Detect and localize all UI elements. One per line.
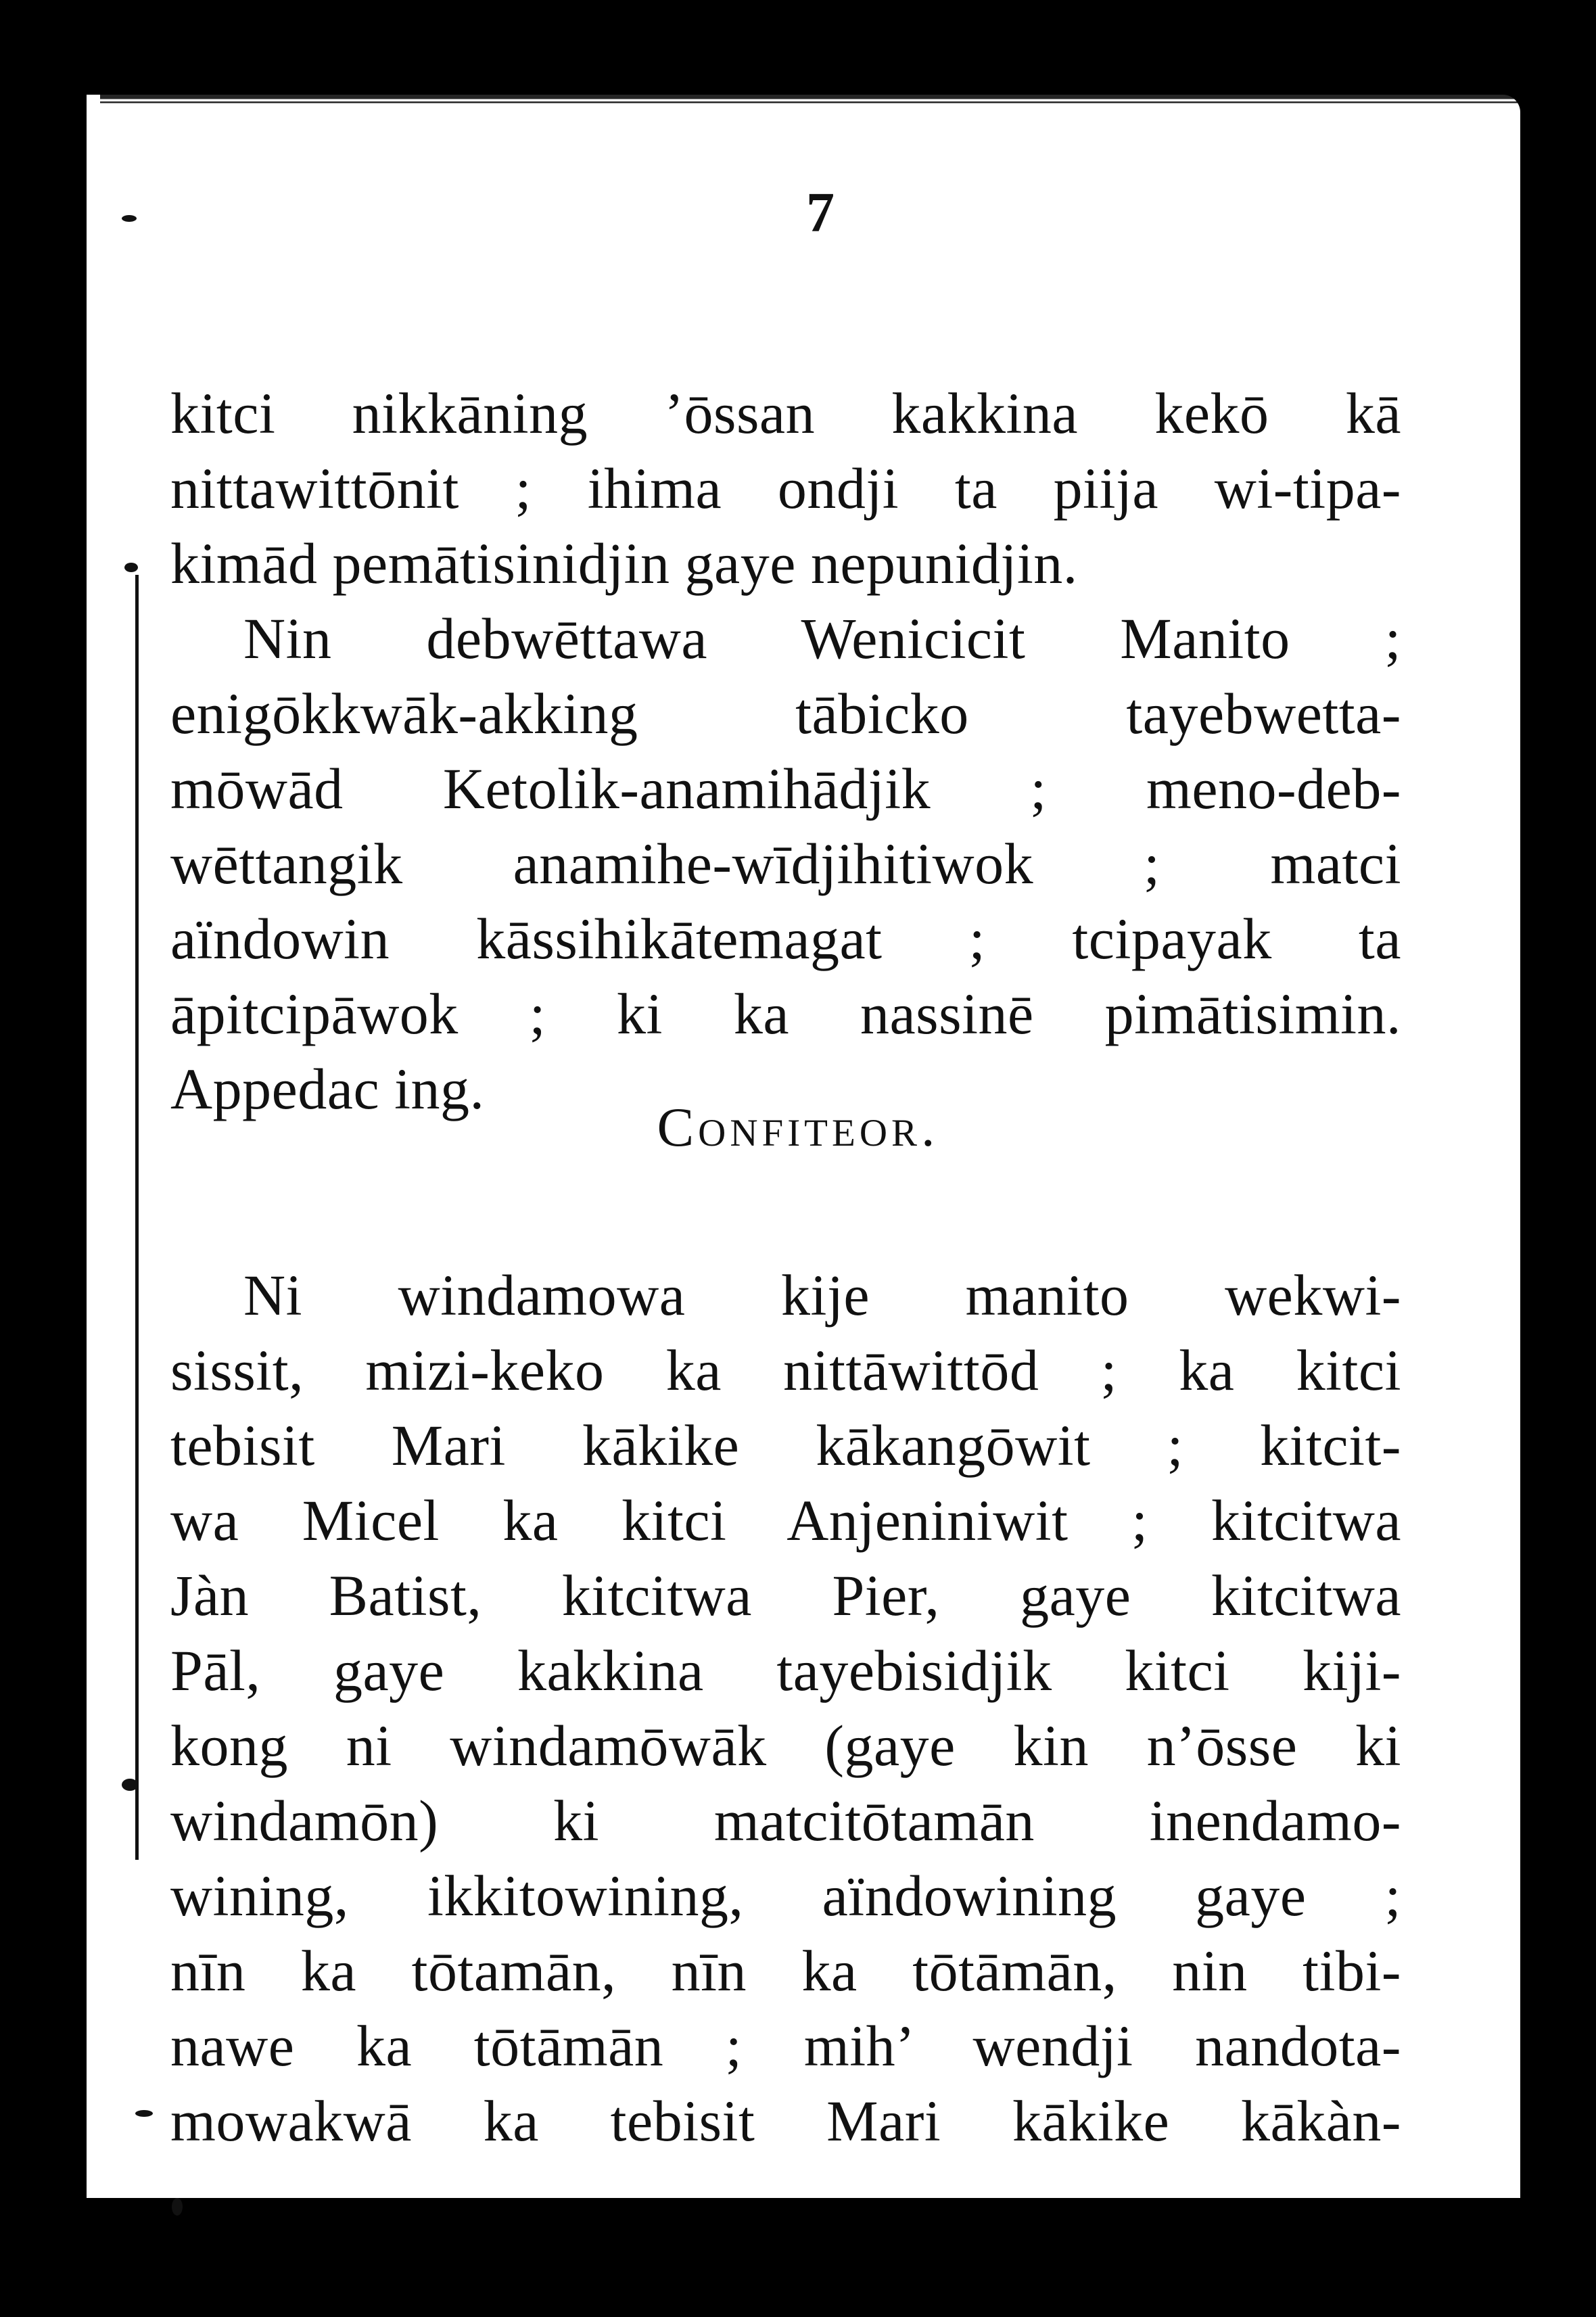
text-line: āpitcipāwok ; ki ka nassinē pimātisimin. xyxy=(170,981,1401,1046)
scan-speck xyxy=(124,563,138,572)
page-left-edge-shadow xyxy=(135,575,139,1860)
text-line: wēttangik anamihe-wīdjihitiwok ; matci xyxy=(170,831,1401,896)
text-line: sissit, mizi-keko ka nittāwittōd ; ka kitci xyxy=(170,1338,1401,1403)
text-line: tebisit Mari kākike kākangōwit ; kitcit- xyxy=(170,1413,1401,1478)
text-line: nittawittōnit ; ihima ondji ta piija wi-tipa- xyxy=(170,456,1401,521)
paragraph-continuation xyxy=(170,376,1401,601)
scan-speck xyxy=(172,2198,183,2216)
text-line: kitci nikkāning ’ōssan kakkina kekō kā xyxy=(170,381,1401,446)
text-line: Ni windamowa kije manito wekwi- xyxy=(243,1263,1401,1328)
text-line: Jàn Batist, kitcitwa Pier, gaye kitcitwa xyxy=(170,1563,1401,1628)
text-line: kimād pemātisinidjin gaye nepunidjin. xyxy=(170,531,1078,596)
text-line: Nin debwēttawa Wenicicit Manito ; xyxy=(243,606,1401,671)
page-top-edge xyxy=(100,95,1520,107)
text-line: Pāl, gaye kakkina tayebisidjik kitci kiji- xyxy=(170,1638,1401,1703)
scan-speck xyxy=(122,215,137,222)
text-line: Appedac ing. xyxy=(170,1056,485,1121)
text-line: windamōn) ki matcitōtamān inendamo- xyxy=(170,1788,1401,1853)
text-line: aïndowin kāssihikātemagat ; tcipayak ta xyxy=(170,906,1401,971)
scan-speck xyxy=(135,2110,153,2117)
text-line: kong ni windamōwāk (gaye kin n’ōsse ki xyxy=(170,1713,1401,1778)
text-line: mowakwā ka tebisit Mari kākike kākàn- xyxy=(170,2088,1401,2153)
text-line: enigōkkwāk-akking tābicko tayebwetta- xyxy=(170,681,1401,746)
text-line: nawe ka tōtāmān ; mih’ wendji nandota- xyxy=(170,2013,1401,2078)
paragraph-creed xyxy=(170,601,1401,1127)
paragraph-confiteor xyxy=(170,1258,1401,2159)
section-heading: Confiteor. xyxy=(657,1096,939,1158)
text-line: wa Micel ka kitci Anjeniniwit ; kitcitwa xyxy=(170,1488,1401,1553)
page-number: 7 xyxy=(806,181,835,244)
scan-speck xyxy=(122,1779,138,1791)
text-line: nīn ka tōtamān, nīn ka tōtāmān, nin tibi- xyxy=(170,1938,1401,2003)
text-line: mōwād Ketolik-anamihādjik ; meno-deb- xyxy=(170,756,1401,821)
text-line: wining, ikkitowining, aïndowining gaye ; xyxy=(170,1863,1401,1928)
